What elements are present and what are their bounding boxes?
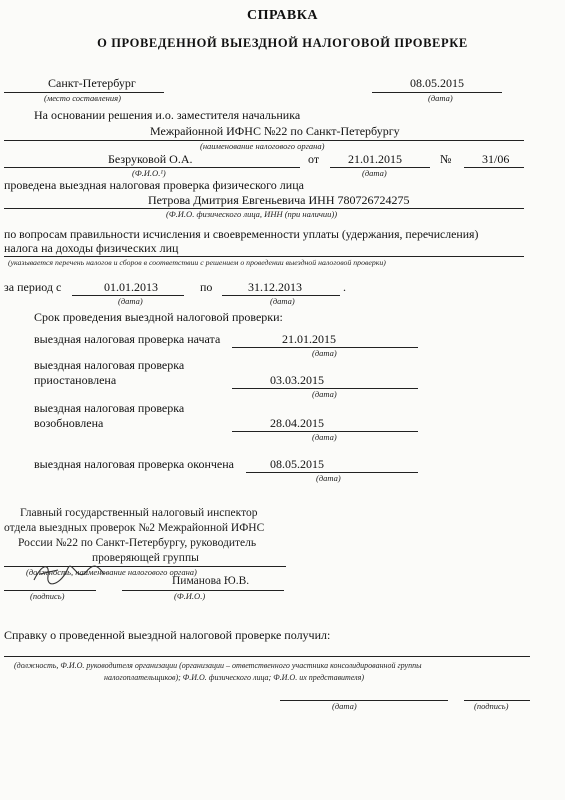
started-label: выездная налоговая проверка начата	[34, 332, 221, 346]
scope-line1: по вопросам правильности исчисления и своевременности уплаты (удержания, перечисления)	[4, 227, 479, 241]
taxpayer-caption: (Ф.И.О. физического лица, ИНН (при наличии))	[166, 209, 338, 219]
started-date: 21.01.2015	[282, 332, 336, 346]
number-label: №	[440, 152, 452, 166]
decision-date-caption: (дата)	[362, 168, 387, 178]
period-from: 01.01.2013	[104, 280, 158, 294]
period-from-caption: (дата)	[118, 296, 143, 306]
from-label: от	[308, 152, 320, 166]
suspended-label1: выездная налоговая проверка	[34, 358, 185, 372]
decision-number: 31/06	[482, 152, 510, 166]
place-caption: (место составления)	[44, 93, 121, 103]
signatory-line4: проверяющей группы	[92, 552, 199, 564]
receipt-caption1: (должность, Ф.И.О. руководителя организации (организации – ответственного участника консолидированной группы	[14, 661, 422, 670]
position-caption: (должность, наименование налогового органа)	[26, 567, 197, 577]
receipt-text: Справку о проведенной выездной налоговой проверке получил:	[4, 628, 331, 642]
signature-caption: (подпись)	[30, 591, 65, 601]
document-title: СПРАВКА	[247, 8, 318, 23]
authority-caption: (наименование налогового органа)	[200, 141, 325, 151]
signatory-name-caption: (Ф.И.О.)	[174, 591, 206, 601]
started-date-caption: (дата)	[312, 348, 337, 358]
terms-heading: Срок проведения выездной налоговой проверки:	[34, 310, 283, 324]
document-subtitle: О ПРОВЕДЕННОЙ ВЫЕЗДНОЙ НАЛОГОВОЙ ПРОВЕРКЕ	[97, 36, 468, 50]
resumed-date-caption: (дата)	[312, 432, 337, 442]
finished-label: выездная налоговая проверка окончена	[34, 457, 234, 471]
subject-text: проведена выездная налоговая проверка физического лица	[4, 178, 304, 192]
period-label: за период с	[4, 280, 62, 294]
suspended-date-caption: (дата)	[312, 389, 337, 399]
inspector-name: Безруковой О.А.	[108, 152, 193, 166]
decision-date: 21.01.2015	[348, 152, 402, 166]
resumed-label2: возобновлена	[34, 416, 104, 430]
signatory-line2: отдела выездных проверок №2 Межрайонной ИФНС	[4, 522, 265, 534]
receipt-signature-caption: (подпись)	[474, 701, 509, 711]
finished-date: 08.05.2015	[270, 457, 324, 471]
place-value: Санкт-Петербург	[48, 76, 136, 90]
scope-line2: налога на доходы физических лиц	[4, 241, 179, 255]
receipt-date-caption: (дата)	[332, 701, 357, 711]
signatory-name: Пиманова Ю.В.	[172, 575, 250, 587]
signatory-line1: Главный государственный налоговый инспектор	[20, 507, 258, 519]
basis-text: На основании решения и.о. заместителя начальника	[34, 108, 301, 122]
suspended-label2: приостановлена	[34, 373, 117, 387]
period-to-label: по	[200, 280, 213, 294]
period-end-mark: .	[343, 280, 346, 294]
signatory-line3: России №22 по Санкт-Петербургу, руководитель	[18, 537, 257, 549]
resumed-date: 28.04.2015	[270, 416, 324, 430]
scope-caption: (указывается перечень налогов и сборов в соответствии с решением о проведении выездной налоговой проверки)	[8, 258, 386, 267]
suspended-date: 03.03.2015	[270, 373, 324, 387]
period-to: 31.12.2013	[248, 280, 302, 294]
resumed-label1: выездная налоговая проверка	[34, 401, 185, 415]
inspector-caption: (Ф.И.О.¹)	[132, 168, 166, 178]
doc-date-value: 08.05.2015	[410, 76, 464, 90]
taxpayer-name: Петрова Дмитрия Евгеньевича ИНН 780726724275	[148, 193, 410, 207]
authority-value: Межрайонной ИФНС №22 по Санкт-Петербургу	[150, 124, 400, 138]
finished-date-caption: (дата)	[316, 473, 341, 483]
doc-date-caption: (дата)	[428, 93, 453, 103]
inspector-signature	[28, 558, 108, 588]
period-to-caption: (дата)	[270, 296, 295, 306]
receipt-caption2: налогоплательщиков); Ф.И.О. физического лица; Ф.И.О. их представителя)	[104, 673, 365, 682]
